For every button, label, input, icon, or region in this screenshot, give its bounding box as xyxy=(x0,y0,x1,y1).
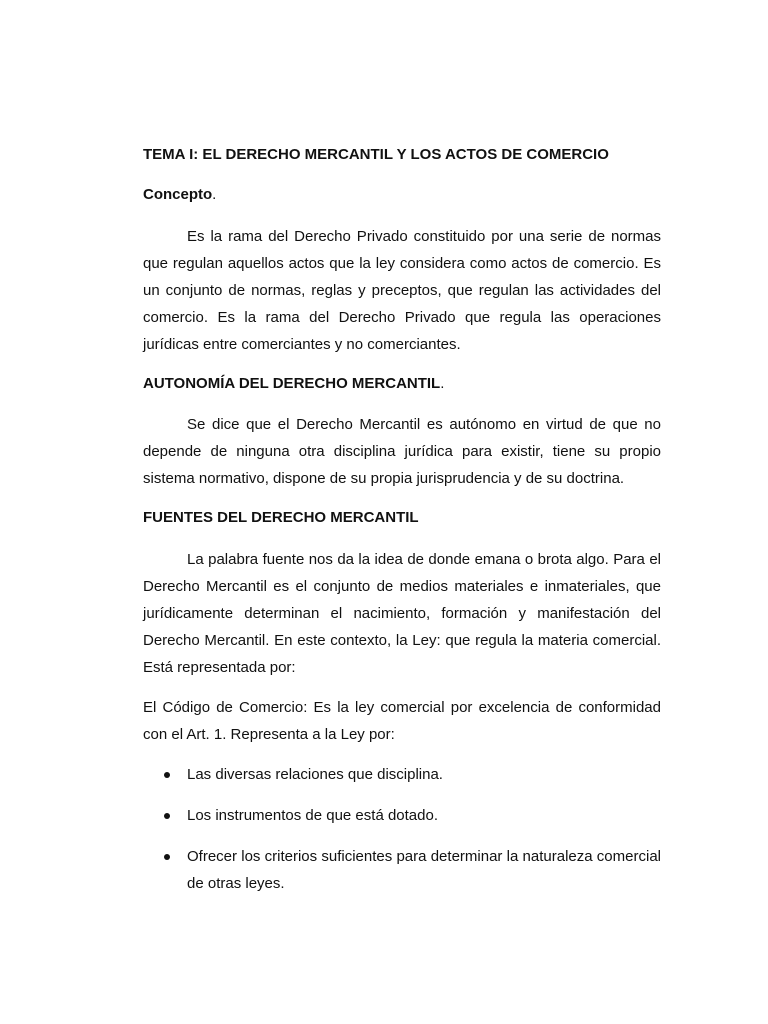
section-heading-autonomia xyxy=(143,373,661,395)
autonomia-paragraph: Se dice que el Derecho Mercantil es autónomo en virtud de que no depende de ninguna otra disciplina jurídica para existir, tiene su propio sistema normativo, dispone de su propia jurisprudencia y de su doctrina. xyxy=(143,416,661,487)
list-item xyxy=(143,761,661,788)
fuentes-paragraph: La palabra fuente nos da la idea de donde emana o brota algo. Para el Derecho Mercantil es el conjunto de medios materiales e inmateriales, que jurídicamente determinan el nacimiento, formación y manifestación del Derecho Mercantil. En este contexto, la Ley: que regula la materia comercial. Está representada por: xyxy=(143,551,661,676)
list-item-text: Ofrecer los criterios suficientes para determinar la naturaleza comercial de otras leyes. xyxy=(187,848,661,892)
section-heading-concepto xyxy=(143,184,661,206)
list-item-text: Los instrumentos de que está dotado. xyxy=(187,807,439,824)
bullet-icon xyxy=(164,854,170,860)
heading-text: AUTONOMÍA DEL DERECHO MERCANTIL xyxy=(143,375,441,392)
section-heading-fuentes xyxy=(143,507,661,529)
list-item xyxy=(143,843,661,897)
list-item xyxy=(143,802,661,829)
list-item-text: Las diversas relaciones que disciplina. xyxy=(187,766,443,783)
bullet-list xyxy=(143,761,661,897)
document-title: TEMA I: EL DERECHO MERCANTIL Y LOS ACTOS DE COMERCIO xyxy=(143,146,609,163)
heading-period: . xyxy=(212,186,217,203)
heading-text: Concepto xyxy=(143,186,213,203)
heading-text: FUENTES DEL DERECHO MERCANTIL xyxy=(143,509,419,526)
heading-period: . xyxy=(440,375,445,392)
bullet-icon xyxy=(164,772,170,778)
document-body xyxy=(143,144,661,897)
concepto-paragraph: Es la rama del Derecho Privado constituido por una serie de normas que regulan aquellos actos que la ley considera como actos de comercio. Es un conjunto de normas, reglas y preceptos, que regulan las actividades del comercio. Es la rama del Derecho Privado que regula las operaciones jurídicas entre comerciantes y no comerciantes. xyxy=(143,228,661,353)
codigo-paragraph: El Código de Comercio: Es la ley comercial por excelencia de conformidad con el Art. 1. Representa a la Ley por: xyxy=(143,699,661,743)
bullet-icon xyxy=(164,813,170,819)
